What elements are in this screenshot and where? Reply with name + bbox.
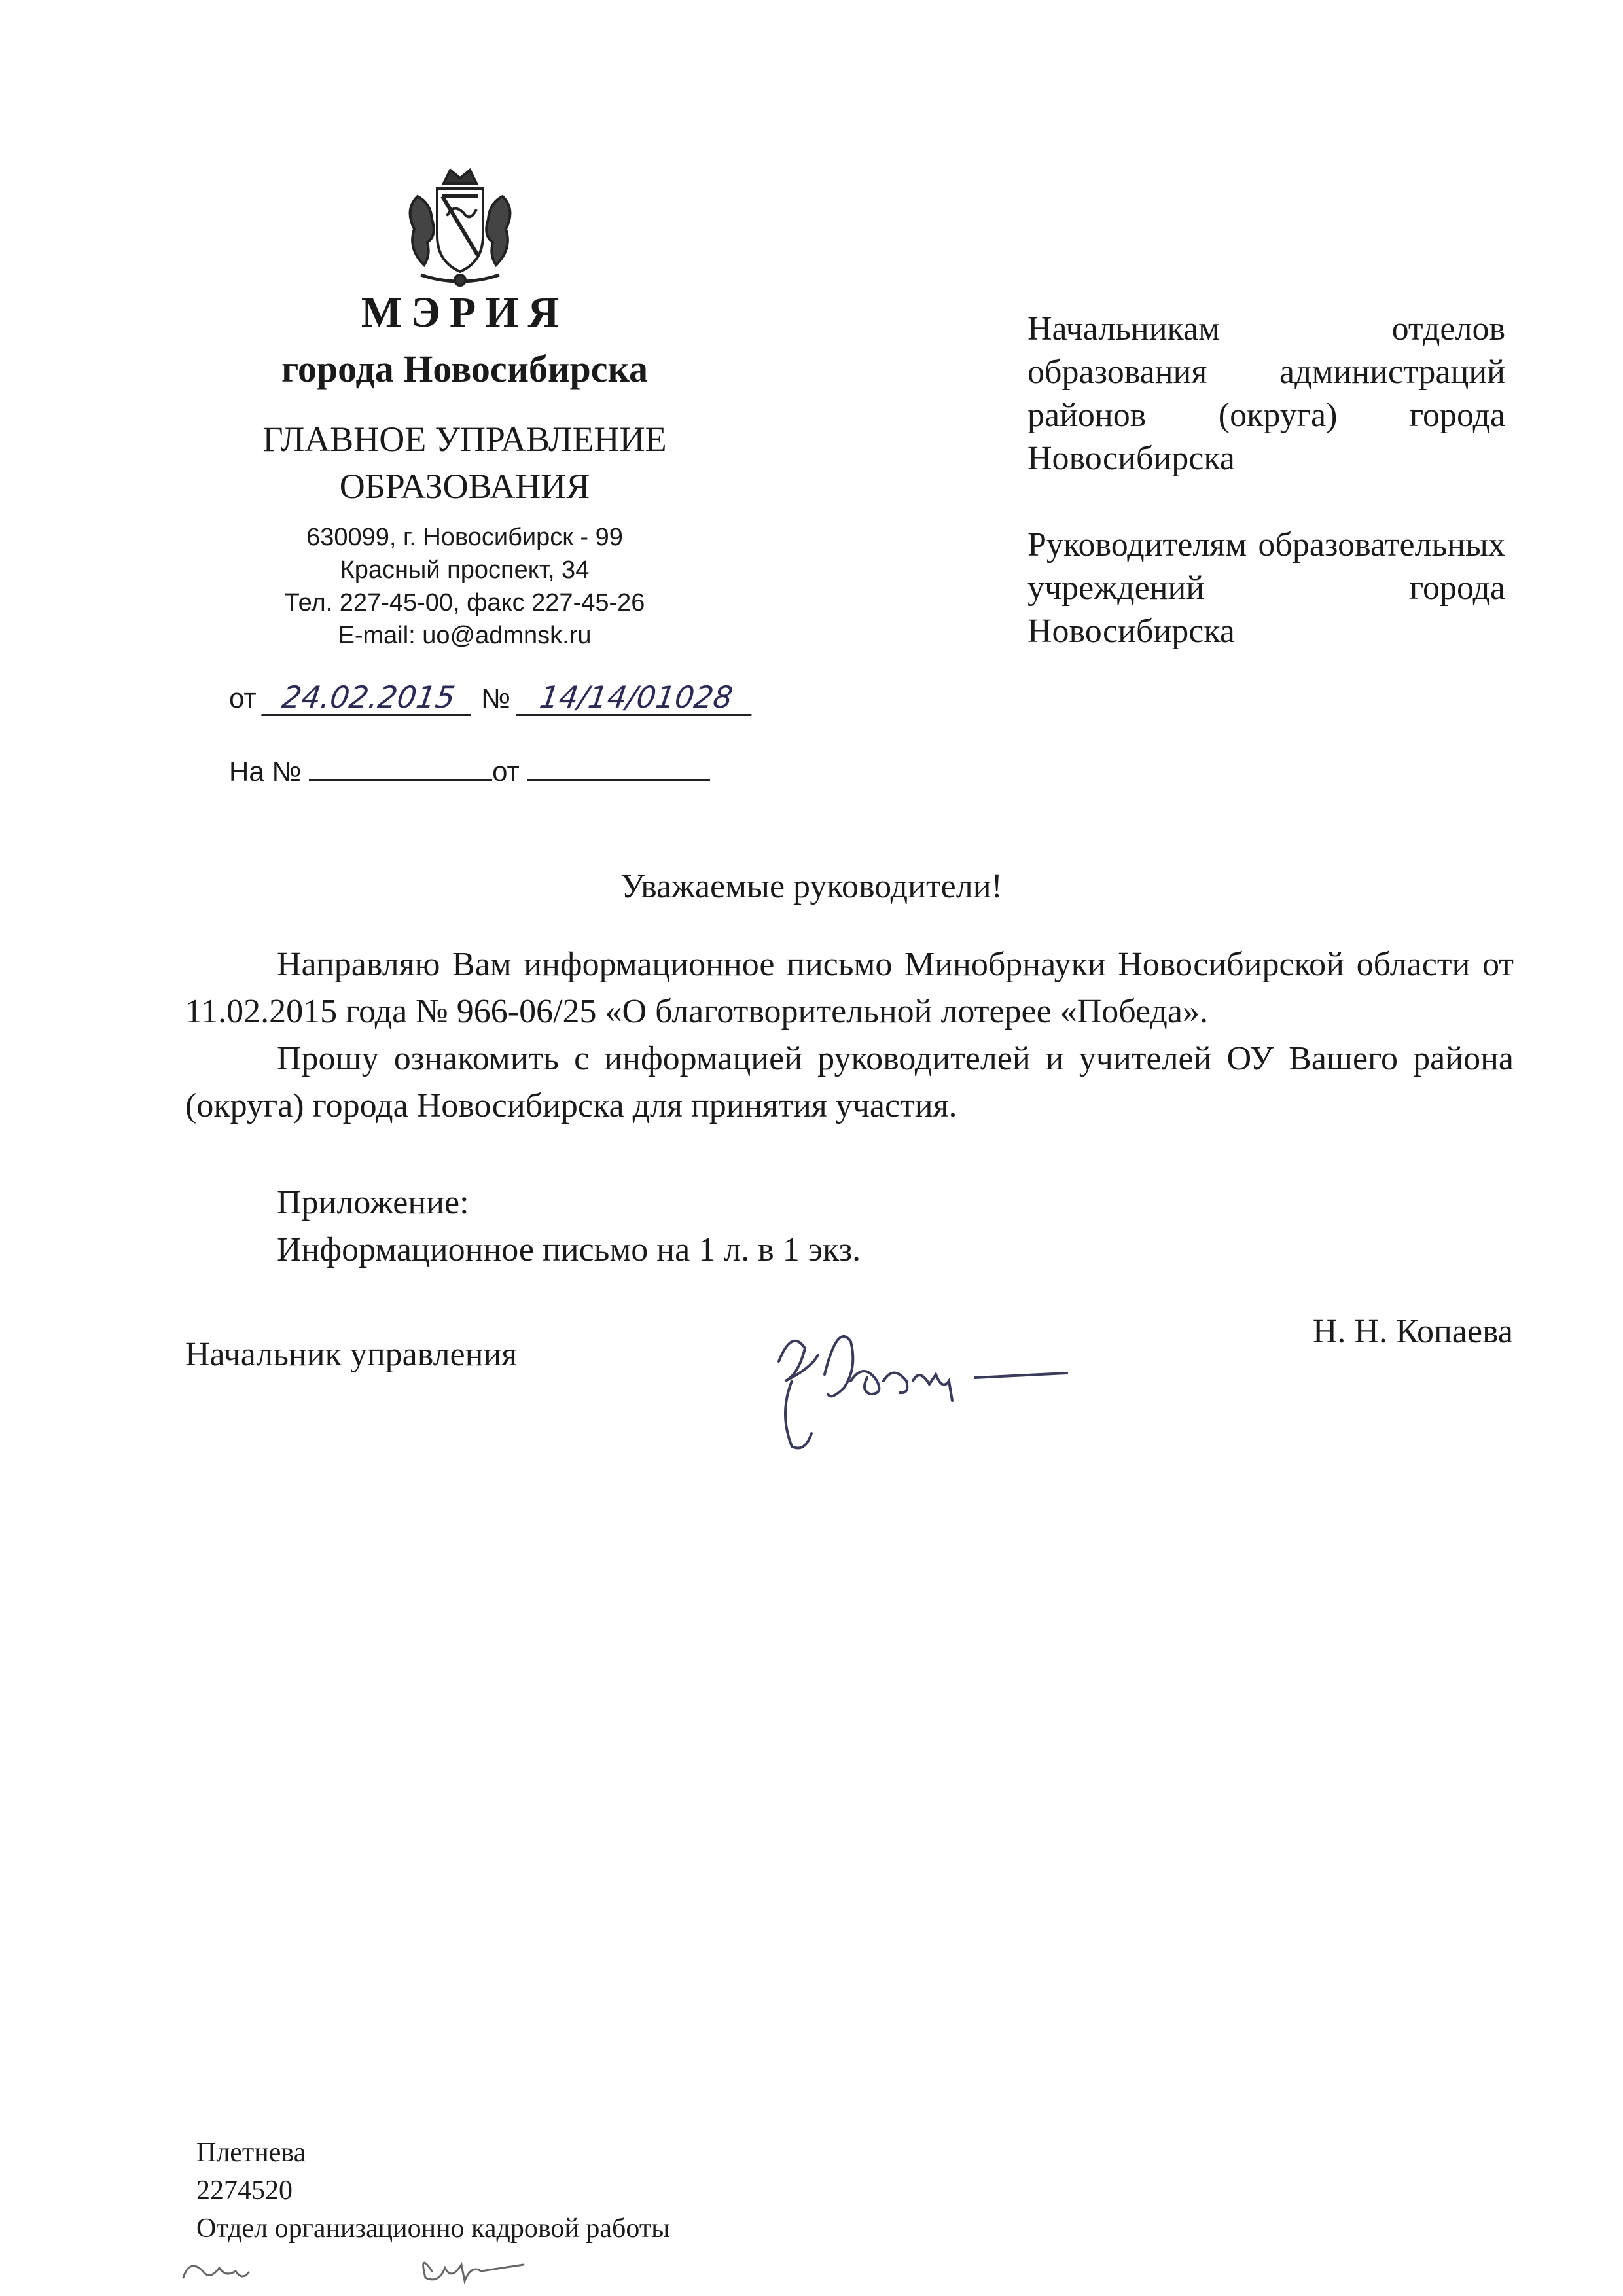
outgoing-reference [229,681,754,716]
body-paragraph-1: Направляю Вам информационное письмо Минобрнауки Новосибирской области от 11.02.2015 года № 966-06/25 «О благотворительной лотерее «Победа». [185,946,1514,1030]
letter-date: 24.02.2015 [262,681,476,716]
executor-block [196,2134,669,2248]
address-line-4: E-mail: uo@admnsk.ru [338,622,592,649]
letter-body [185,941,1514,1130]
department-line-2: ОБРАЗОВАНИЯ [339,467,590,506]
recipient-second: Руководителям образовательных учреждений города Новосибирска [1027,526,1505,650]
executor-department: Отдел организационно кадровой работы [196,2214,670,2244]
executor-name: Плетнева [196,2138,306,2168]
handwritten-signature [753,1302,1080,1473]
reply-number-blank [309,753,492,781]
coat-of-arms-icon [391,157,529,295]
address-line-3: Тел. 227-45-00, факс 227-45-26 [284,589,645,617]
number-label: № [481,683,511,713]
reply-to-label: На № [229,756,302,787]
reply-from-label: от [492,756,520,787]
department-line-1: ГЛАВНОЕ УПРАВЛЕНИЕ [262,420,667,459]
org-title: МЭРИЯ [361,289,569,336]
from-label: от [229,683,257,713]
greeting: Уважаемые руководители! [620,868,1003,905]
signer-position: Начальник управления [185,1336,518,1373]
org-city: города Новосибирска [281,348,649,390]
executor-phone: 2274520 [196,2176,293,2206]
address-line-2: Красный проспект, 34 [340,556,590,584]
address-line-1: 630099, г. Новосибирск - 99 [306,524,623,551]
reply-date-blank [527,753,710,781]
handwritten-marks [157,2245,615,2296]
attachment-block [277,1179,861,1274]
reply-reference [229,753,710,787]
recipient-first: Начальникам отделов образования администраций районов (округа) города Новосибирска [1027,310,1505,477]
attachment-label: Приложение: [277,1184,469,1221]
attachment-description: Информационное письмо на 1 л. в 1 экз. [277,1231,861,1268]
letter-number: 14/14/01028 [516,681,757,716]
body-paragraph-2: Прошу ознакомить с информацией руководителей и учителей ОУ Вашего района (округа) города Новосибирска для принятия участия. [185,1040,1514,1124]
recipients-block [1027,308,1505,653]
signer-name: Н. Н. Копаева [1312,1313,1513,1350]
